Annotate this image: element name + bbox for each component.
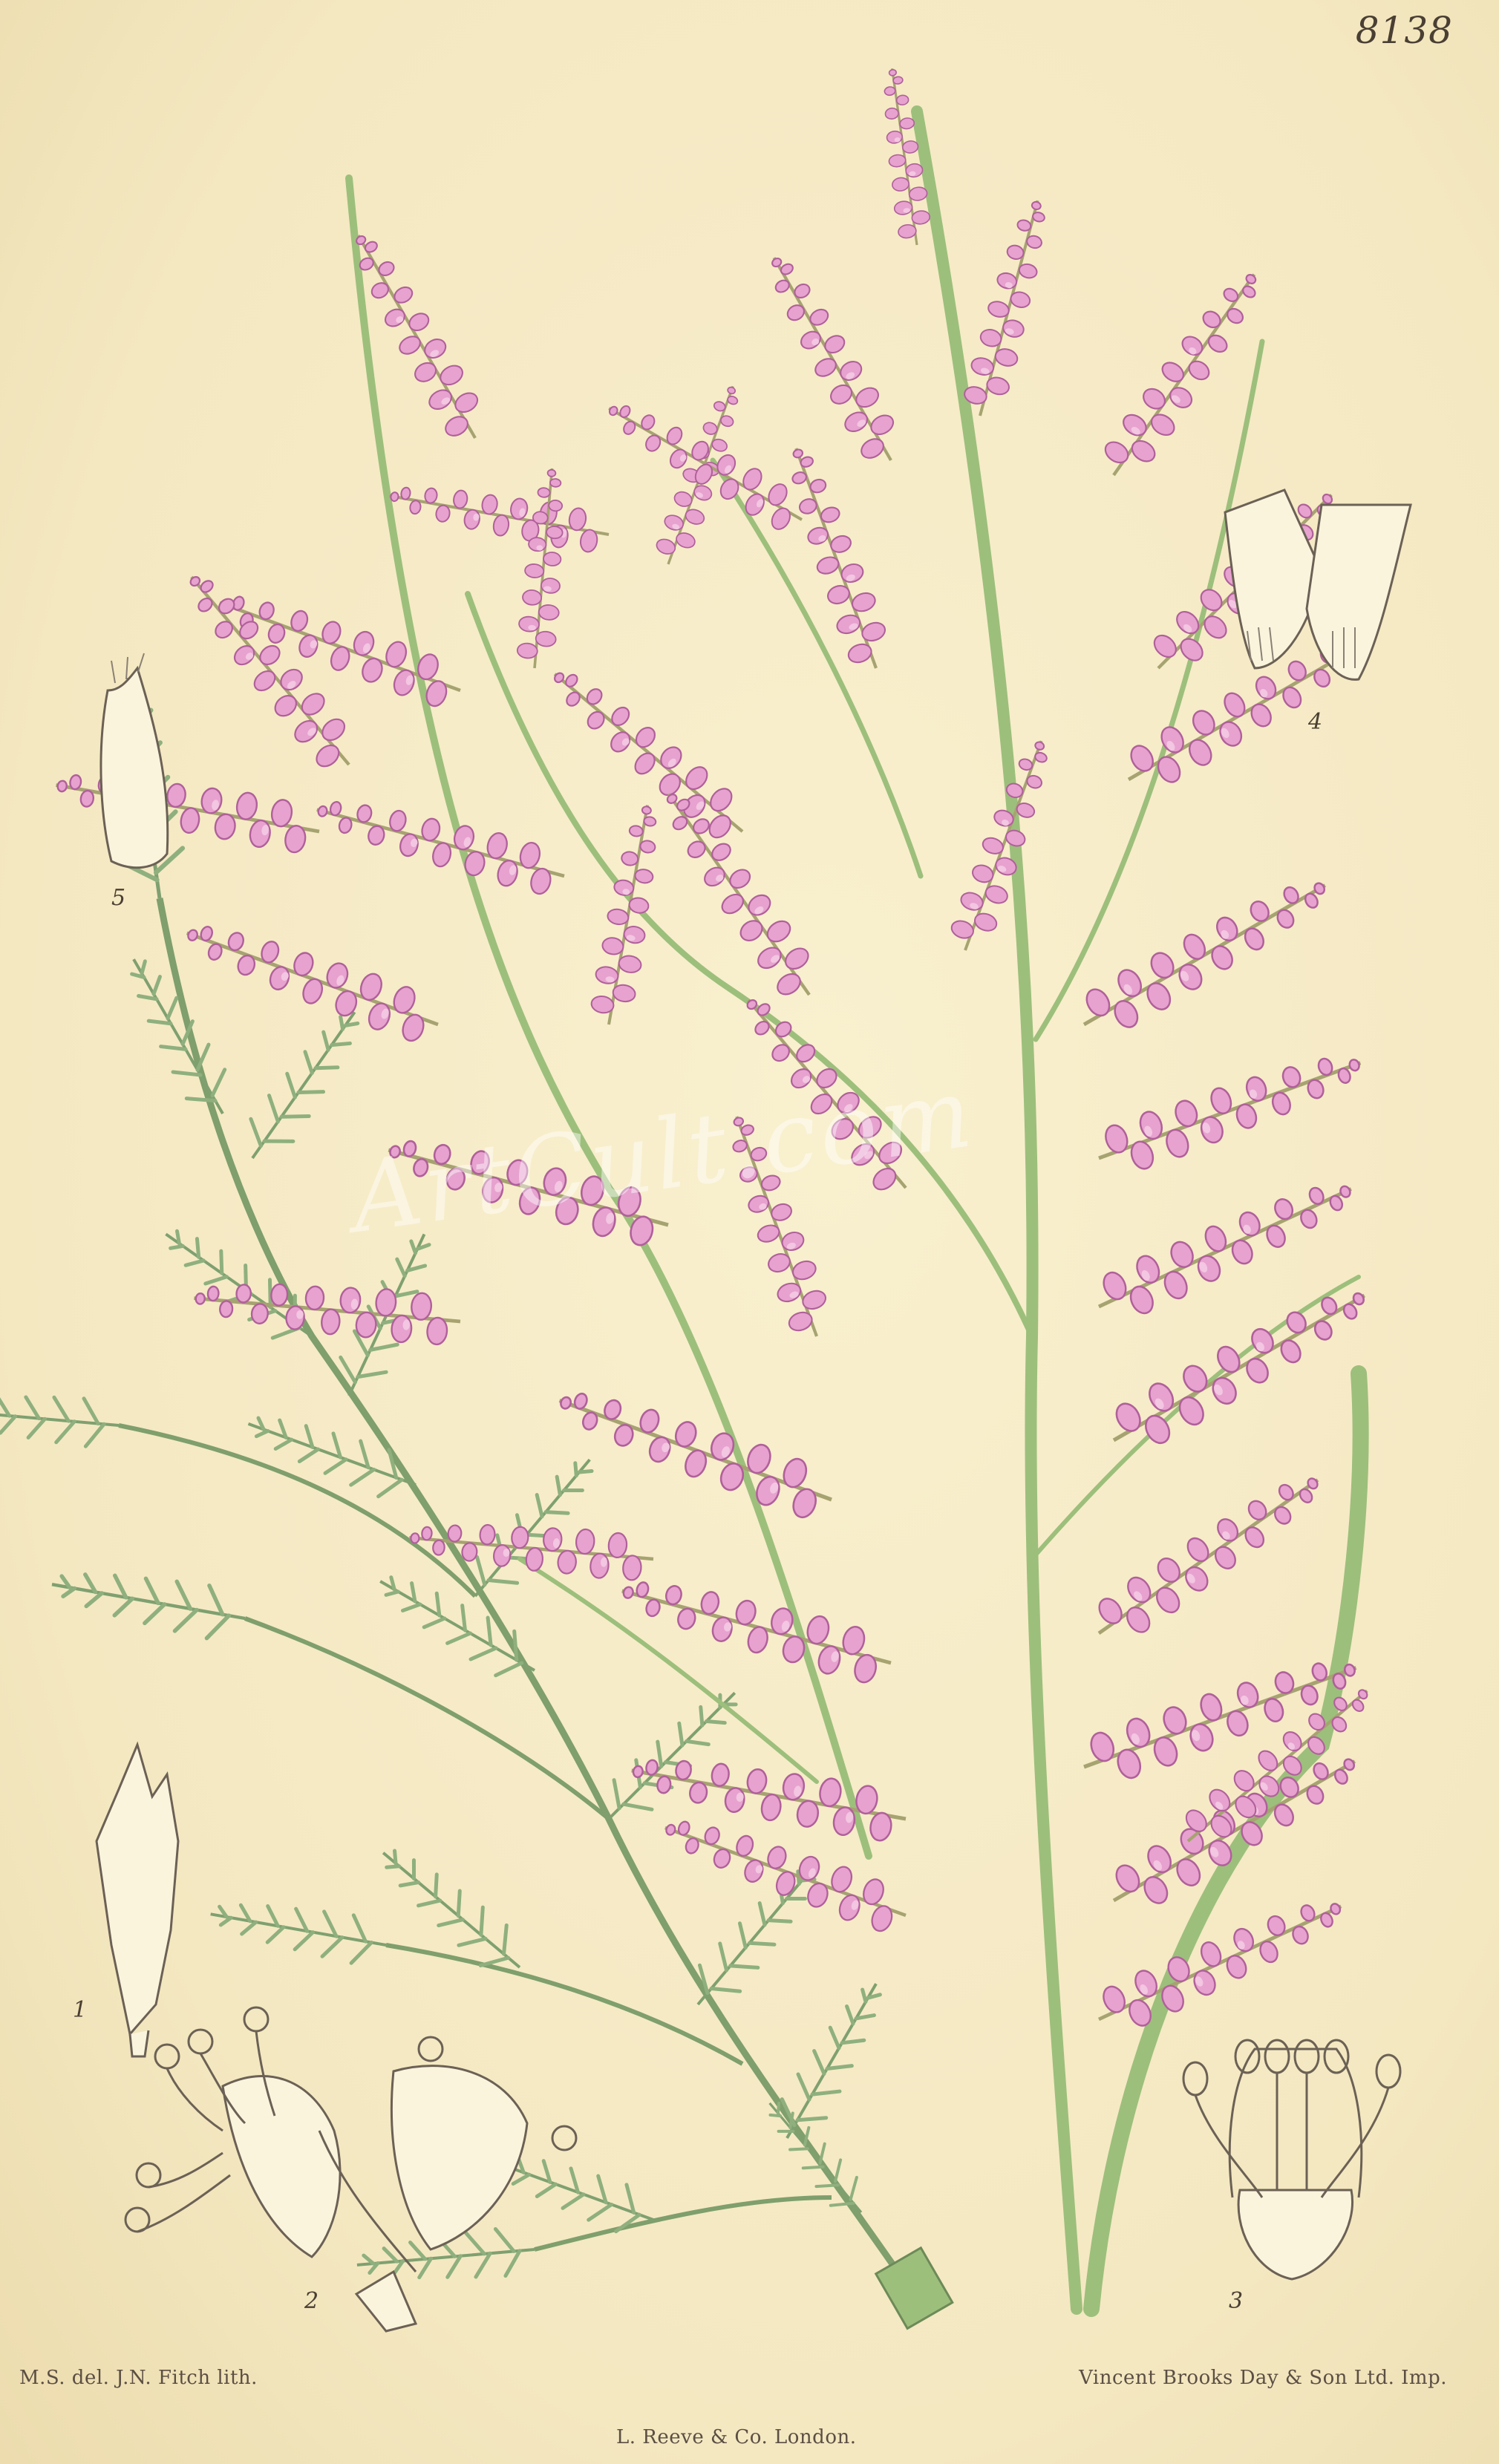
figure-label-5: 5 <box>111 885 126 911</box>
watermark: ArtCult.com <box>344 1055 982 1255</box>
plate-number: 8138 <box>1355 9 1453 52</box>
detail-figure-4 <box>1225 490 1411 679</box>
detail-figure-1 <box>97 1745 178 2056</box>
figure-label-3: 3 <box>1229 2288 1244 2314</box>
printer-credit: Vincent Brooks Day & Son Ltd. Imp. <box>1079 2367 1447 2389</box>
publisher-credit: L. Reeve & Co. London. <box>616 2426 857 2448</box>
detail-figure-3 <box>1183 2040 1400 2279</box>
figure-label-2: 2 <box>304 2288 319 2314</box>
figure-label-4: 4 <box>1308 709 1323 735</box>
pink-flower-spikes <box>51 66 1381 2042</box>
detail-figure-2 <box>125 2007 576 2331</box>
figure-label-1: 1 <box>73 1997 88 2023</box>
detail-figure-5 <box>101 653 168 868</box>
artist-credit: M.S. del. J.N. Fitch lith. <box>19 2367 258 2389</box>
